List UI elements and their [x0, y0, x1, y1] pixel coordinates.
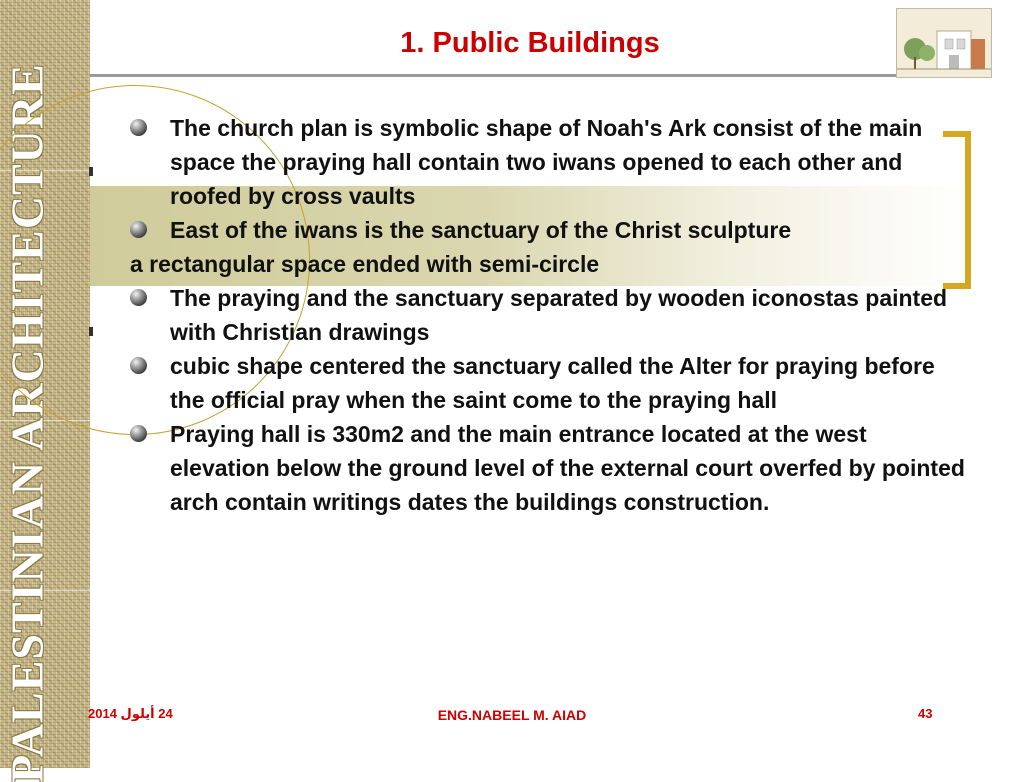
bullet-item — [130, 111, 970, 213]
building-thumbnail — [896, 8, 992, 78]
footer-date: 24 أيلول 2014 — [88, 706, 173, 721]
slide-body — [130, 111, 970, 519]
bullet-icon — [130, 357, 147, 374]
bullet-continuation: a rectangular space ended with semi-circle — [130, 251, 600, 277]
bullet-icon — [130, 425, 147, 442]
building-sketch-icon — [897, 9, 991, 77]
bullet-text: The praying and the sanctuary separated by wooden iconostas painted with Christian drawings — [170, 285, 948, 345]
bullet-icon — [130, 221, 147, 238]
tick-mark — [89, 167, 93, 176]
bullet-item — [130, 349, 970, 417]
title-underline — [90, 74, 898, 77]
bullet-icon — [130, 289, 147, 306]
footer-author: ENG.NABEEL M. AIAD — [437, 707, 587, 723]
bullet-text: The church plan is symbolic shape of Noah's Ark consist of the main space the praying hall contain two iwans opened to each other and roofed by cross vaults — [170, 115, 923, 209]
page-number: 43 — [918, 706, 933, 721]
bullet-text: East of the iwans is the sanctuary of the Christ sculpture — [170, 217, 792, 243]
bullet-text: cubic shape centered the sanctuary called the Alter for praying before the official pray when the saint come to the praying hall — [170, 353, 935, 413]
bullet-text: Praying hall is 330m2 and the main entrance located at the west elevation below the ground level of the external court overfed by pointed arch contain writings dates the buildings construction. — [170, 421, 965, 515]
sidebar-title: PALESTINIAN ARCHITECTURE — [1, 62, 53, 782]
bullet-icon — [130, 119, 147, 136]
bullet-item — [130, 417, 970, 519]
bullet-item — [130, 281, 970, 349]
tick-mark — [89, 327, 93, 336]
bullet-item — [130, 213, 970, 247]
slide-title: 1. Public Buildings — [400, 27, 660, 59]
